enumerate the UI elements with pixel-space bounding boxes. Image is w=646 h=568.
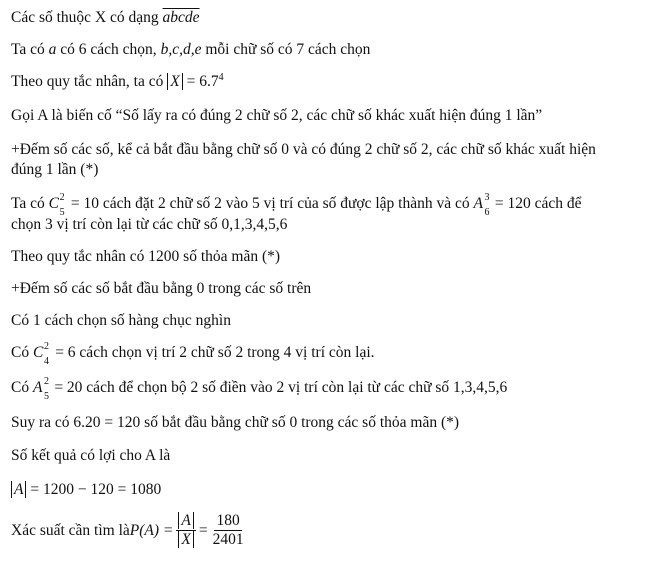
text: Ta có [11,41,49,58]
probability-label: P(A) = [129,521,174,539]
vars: b,c,d,e [160,41,202,58]
text: có 6 cách chọn, [56,41,161,58]
line-15 [11,446,170,466]
text: = 6.7 [182,73,219,90]
line-13 [11,376,508,402]
text: đúng 1 lần (*) [11,161,99,178]
line-9 [11,247,280,267]
text: +Đếm số các số bắt đầu bằng 0 trong các số trên [11,280,312,297]
arrangement-symbol: A 3 6 [473,192,490,218]
text: Theo quy tắc nhân, ta có [11,73,168,90]
combination-symbol: C 2 5 [48,192,65,218]
text: mỗi chữ số có 7 cách chọn [201,41,371,58]
text: Suy ra có 6.20 = 120 số bắt đầu bằng chữ số 0 trong các số thỏa mãn (*) [11,414,460,431]
combination-symbol: C 2 4 [32,341,49,367]
text: Số kết quả có lợi cho A là [11,447,171,464]
text: Có 1 cách chọn số hàng chục nghìn [11,312,231,329]
line-2 [11,40,370,60]
abs-a: A [11,481,26,498]
line-1 [11,8,200,28]
arrangement-symbol: A 2 5 [32,376,49,402]
text: Gọi A là biến cố “Số lấy ra có đúng 2 chữ số 2, các chữ số khác xuất hiện đúng 1 lần” [11,107,543,124]
exponent: 4 [218,71,224,83]
line-17 [11,512,249,549]
abs-x: X [167,73,182,90]
line-16 [11,480,161,500]
overline-number: abcde [162,9,200,26]
text: Ta có [11,195,49,212]
var-a: a [48,41,57,58]
text: = 1200 − 120 = 1080 [26,481,162,498]
line-3 [11,72,224,92]
line-8 [11,215,287,235]
text: Theo quy tắc nhân có 1200 số thỏa mãn (*) [11,248,281,265]
line-11 [11,311,231,331]
text: Có [11,379,33,396]
line-12 [11,341,375,367]
text: Xác suất cần tìm là [11,521,130,539]
text: Các số thuộc X có dạng [11,9,163,26]
text: Có [11,344,33,361]
fraction-abs: $\frac{A}{X}$ [176,512,195,549]
text: = 10 cách đặt 2 chữ số 2 vào 5 vị trí của số được lập thành và có [67,195,474,212]
text: chọn 3 vị trí còn lại từ các chữ số 0,1,3,4,5,6 [11,216,288,233]
line-14 [11,413,459,433]
fraction-result: $\frac{180}{2401}$ [212,512,244,548]
line-4 [11,106,542,126]
line-6 [11,160,98,180]
line-7 [11,192,582,218]
equals: = [198,521,208,539]
text: = 120 cách để [490,195,582,212]
line-5 [11,140,596,160]
line-10 [11,279,311,299]
text: +Đếm số các số, kể cả bắt đầu bằng chữ số 0 và có đúng 2 chữ số 2, các chữ số khác xuất hiện [11,141,596,158]
text: = 20 cách để chọn bộ 2 số điền vào 2 vị trí còn lại từ các chữ số 1,3,4,5,6 [50,379,508,396]
text: = 6 cách chọn vị trí 2 chữ số 2 trong 4 vị trí còn lại. [51,344,375,361]
